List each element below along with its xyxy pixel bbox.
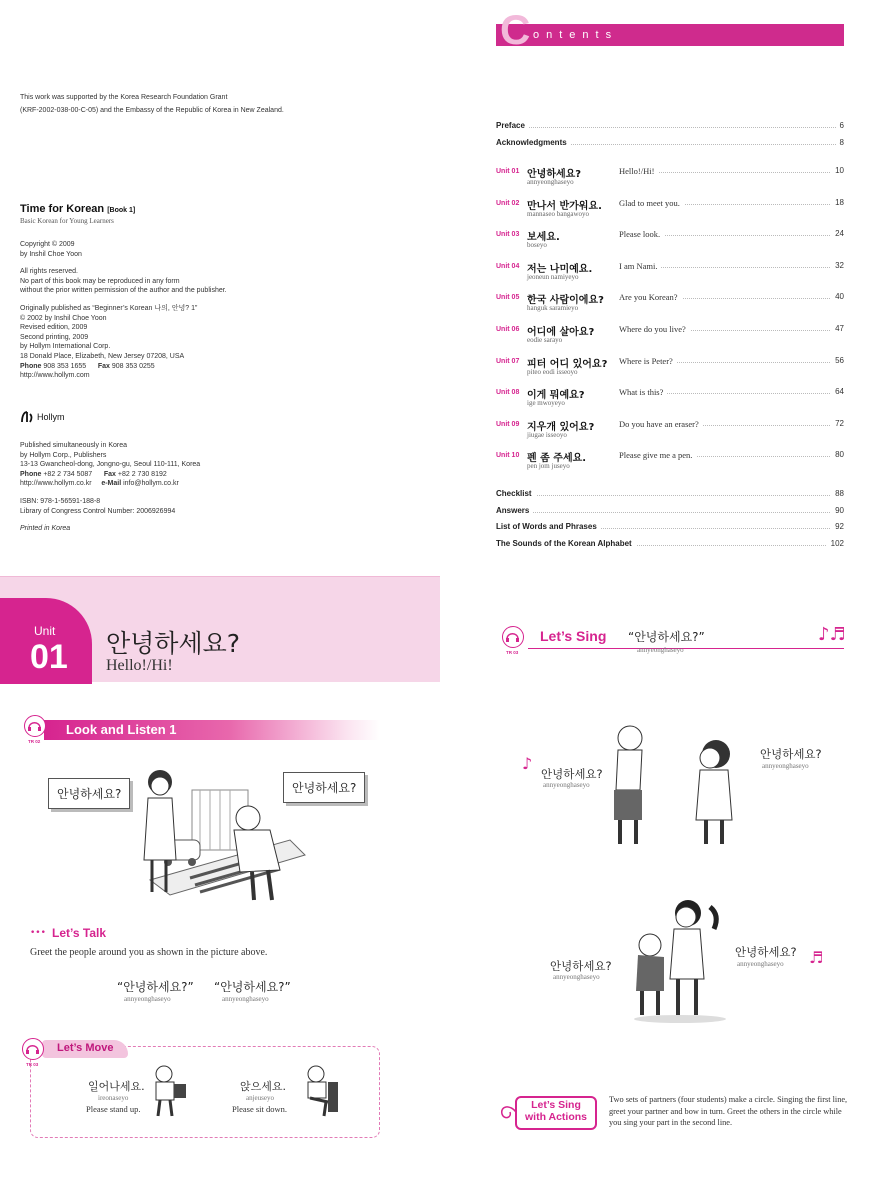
lets-sing-title: Let’s Sing <box>540 628 607 644</box>
dots-icon: ••• <box>30 928 46 938</box>
track-number: TR 03 <box>26 1062 39 1067</box>
greeting-3-rom: annyeonghaseyo <box>737 960 784 968</box>
toc-unit-page: 10 <box>831 166 844 175</box>
book-title: Time for Korean [Book 1] <box>20 203 136 215</box>
toc-entry[interactable] <box>496 539 844 553</box>
toc-entry-label: Acknowledgments <box>496 138 571 147</box>
sit-down-korean: 앉으세요. <box>240 1080 287 1093</box>
toc-unit-rom: ige mwoyeyo <box>527 399 565 408</box>
toc-unit-entry[interactable] <box>496 291 844 317</box>
toc-unit-korean: 저는 나미예요. <box>527 263 593 275</box>
toc-unit-rom: boseyo <box>527 241 547 250</box>
toc-unit-page: 32 <box>831 261 844 270</box>
toc-unit-entry[interactable] <box>496 323 844 349</box>
toc-entry-page: 6 <box>836 121 844 130</box>
toc-entry[interactable] <box>496 138 844 152</box>
toc-unit-english: Hello!/Hi! <box>619 166 658 176</box>
toc-unit-number: Unit 03 <box>496 231 520 239</box>
talk-instruction: Greet the people around you as shown in the picture above. <box>30 947 268 958</box>
toc-unit-number: Unit 06 <box>496 326 520 333</box>
unit-number: 01 <box>30 638 68 676</box>
music-note-icon: ♬ <box>809 948 824 967</box>
toc-unit-entry[interactable] <box>496 260 844 286</box>
talk-quote-1-rom: annyeonghaseyo <box>124 995 171 1003</box>
toc-unit-korean: 지우개 있어요? <box>527 421 595 433</box>
lets-move-title: Let’s Move <box>57 1042 114 1054</box>
hugging-children-illustration <box>630 895 730 1025</box>
greeting-3: 안녕하세요? <box>735 945 797 959</box>
greeting-1-rom: annyeonghaseyo <box>543 781 590 789</box>
toc-unit-english: Glad to meet you. <box>619 198 684 208</box>
stand-up-korean: 일어나세요. <box>88 1080 145 1093</box>
leader-dots <box>496 127 844 128</box>
toc-unit-page: 18 <box>831 198 844 207</box>
toc-unit-english: What is this? <box>619 387 667 397</box>
korea-publisher-info: Published simultaneously in Korea by Hollym Corp., Publishers 13-13 Gwancheol-dong, Jongno-gu, Seoul 110-111, Korea Phone +82 2 734 5087 Fax +82 2 730 8192 http://www.hollym.co.kr e-Mail info@hollym.co.kr ISBN: 978-1-56591-188-8 Library of Congress Control Number: 2006926994 Printed in Korea <box>20 442 201 533</box>
sing-with-actions-label: Let’s Sing with Actions <box>524 1099 588 1123</box>
toc-entry-label: Answers <box>496 506 533 515</box>
toc-unit-page: 40 <box>831 292 844 301</box>
contents-header-title: ontents <box>533 29 619 41</box>
toc-unit-korean: 펜 좀 주세요. <box>527 453 587 465</box>
toc-unit-rom: pen jom juseyo <box>527 462 570 471</box>
sitting-kid-illustration <box>298 1064 344 1118</box>
track-number: TR 03 <box>506 650 519 655</box>
sit-down-rom: anjeuseyo <box>246 1094 274 1102</box>
toc-entry[interactable] <box>496 522 844 536</box>
toc-unit-entry[interactable] <box>496 228 844 254</box>
toc-unit-page: 72 <box>831 419 844 428</box>
lets-talk-title: Let’s Talk <box>52 926 107 940</box>
toc-entry-page: 90 <box>831 506 844 515</box>
toc-unit-english: Please look. <box>619 229 664 239</box>
toc-unit-page: 64 <box>831 387 844 396</box>
toc-unit-entry[interactable] <box>496 355 844 381</box>
toc-entry-page: 102 <box>827 539 844 548</box>
toc-unit-page: 56 <box>831 356 844 365</box>
toc-unit-korean: 이게 뭐예요? <box>527 390 585 402</box>
toc-entry-label: The Sounds of the Korean Alphabet <box>496 539 636 548</box>
stand-up-english: Please stand up. <box>86 1104 141 1114</box>
copyright-info: Copyright © 2009 by Inshil Choe Yoon All rights reserved. No part of this book may be reproduced in any form without the prior written permission of the author and the publisher. Originally published as “Beginner’s Korean 나의, 안녕? 1” © 2002 by Inshil Choe Yoon Revised edition, 2009 Second printing, 2009 by Hollym International Corp. 18 Donald Place, Elizabeth, New Jersey 07208, USA Phone 908 353 1655 Fax 908 353 0255 http://www.hollym.com <box>20 241 227 380</box>
contents-header-initial: C <box>500 6 531 53</box>
toc-unit-number: Unit 08 <box>496 389 520 397</box>
toc-entry-page: 88 <box>831 489 844 498</box>
greeting-4: 안녕하세요? <box>550 959 612 973</box>
toc-unit-rom: eodie sarayo <box>527 336 563 344</box>
toc-unit-english: Please give me a pen. <box>619 450 696 460</box>
toc-unit-korean: 안녕하세요? <box>527 169 582 180</box>
song-title-korean: “안녕하세요?” <box>628 630 705 644</box>
toc-entry[interactable] <box>496 489 844 503</box>
toc-unit-rom: mannaseo bangawoyo <box>527 209 590 218</box>
toc-entry-page: 92 <box>831 522 844 531</box>
song-title-rom: annyeonghaseyo <box>637 646 684 654</box>
toc-entry-page: 8 <box>836 138 844 147</box>
toc-unit-korean: 피터 어디 있어요? <box>527 358 608 370</box>
toc-unit-rom: hanguk saramieyo <box>527 304 579 313</box>
toc-unit-number: Unit 04 <box>496 262 520 270</box>
toc-unit-number: Unit 02 <box>496 199 520 207</box>
toc-unit-english: Where do you live? <box>619 324 690 334</box>
toc-unit-entry[interactable] <box>496 386 844 412</box>
toc-unit-english: I am Nami. <box>619 261 661 271</box>
toc-entry-label: Preface <box>496 121 529 130</box>
stand-up-rom: ireonaseyo <box>98 1094 129 1102</box>
bowing-children-illustration <box>600 720 760 850</box>
toc-unit-korean: 보세요. <box>527 232 560 244</box>
sing-divider <box>528 648 844 649</box>
toc-unit-number: Unit 01 <box>496 168 520 175</box>
toc-unit-number: Unit 07 <box>496 357 520 365</box>
toc-entry-label: Checklist <box>496 489 536 498</box>
leader-dots <box>496 512 844 513</box>
music-note-icon: ♪♬ <box>818 624 846 645</box>
toc-unit-entry[interactable] <box>496 418 844 444</box>
grant-note: This work was supported by the Korea Research Foundation Grant (KRF-2002-038-00-C-05) and the Embassy of the Republic of Korea in New Zealand. <box>20 94 284 114</box>
greeting-2: 안녕하세요? <box>760 747 822 761</box>
leader-dots <box>496 495 844 496</box>
standing-kid-illustration <box>148 1064 190 1118</box>
toc-unit-page: 80 <box>831 450 844 459</box>
speech-bubble-left: 안녕하세요? <box>48 778 130 809</box>
track-number: TR 02 <box>28 739 41 744</box>
toc-unit-korean: 한국 사람이에요? <box>527 295 604 307</box>
greeting-4-rom: annyeonghaseyo <box>553 973 600 981</box>
headphone-icon[interactable] <box>24 715 46 737</box>
hollym-logo-icon <box>20 410 34 424</box>
talk-quote-2: “안녕하세요?” <box>214 980 291 994</box>
toc-unit-rom: jiugae isseoyo <box>527 430 567 439</box>
toc-unit-page: 47 <box>831 324 844 333</box>
toc-unit-rom: jeoneun namiyeyo <box>527 272 579 281</box>
toc-unit-korean: 어디에 살아요? <box>527 327 595 338</box>
toc-unit-english: Do you have an eraser? <box>619 419 703 429</box>
sing-with-actions-description: Two sets of partners (four students) make a circle. Singing the first line, greet your partner and bow in turn. Greet the others in the circle while you sing your part in the second line. <box>609 1095 848 1127</box>
toc-unit-english: Are you Korean? <box>619 292 682 302</box>
toc-unit-korean: 만나서 반가워요. <box>527 200 602 212</box>
unit-label: Unit <box>34 624 56 638</box>
talk-quote-1: “안녕하세요?” <box>117 980 194 994</box>
headphone-icon[interactable] <box>22 1038 44 1060</box>
toc-entry[interactable] <box>496 506 844 520</box>
speech-bubble-right: 안녕하세요? <box>283 772 365 803</box>
greeting-1: 안녕하세요? <box>541 767 603 781</box>
toc-unit-rom: annyeonghaseyo <box>527 178 574 186</box>
toc-unit-number: Unit 10 <box>496 452 520 460</box>
music-note-icon: ♪ <box>522 754 533 773</box>
talk-quote-2-rom: annyeonghaseyo <box>222 995 269 1003</box>
sit-down-english: Please sit down. <box>232 1104 288 1114</box>
toc-unit-entry[interactable] <box>496 165 844 191</box>
toc-unit-entry[interactable] <box>496 197 844 223</box>
headphone-icon[interactable] <box>502 626 524 648</box>
book-subtitle: Basic Korean for Young Learners <box>20 217 114 225</box>
unit-title-english: Hello!/Hi! <box>106 657 173 674</box>
look-listen-title: Look and Listen 1 <box>66 722 177 737</box>
toc-entry-label: List of Words and Phrases <box>496 522 601 531</box>
toc-unit-entry[interactable] <box>496 449 844 475</box>
hollym-logo: Hollym <box>20 410 65 424</box>
toc-unit-number: Unit 09 <box>496 420 520 428</box>
unit-title-korean: 안녕하세요? <box>106 629 241 658</box>
book-title-block <box>20 203 135 225</box>
toc-unit-rom: piteo eodi isseoyo <box>527 367 578 376</box>
toc-entry[interactable] <box>496 121 844 135</box>
toc-unit-page: 24 <box>831 229 844 238</box>
greeting-2-rom: annyeonghaseyo <box>762 762 809 770</box>
toc-unit-number: Unit 05 <box>496 294 520 302</box>
toc-unit-english: Where is Peter? <box>619 356 677 366</box>
